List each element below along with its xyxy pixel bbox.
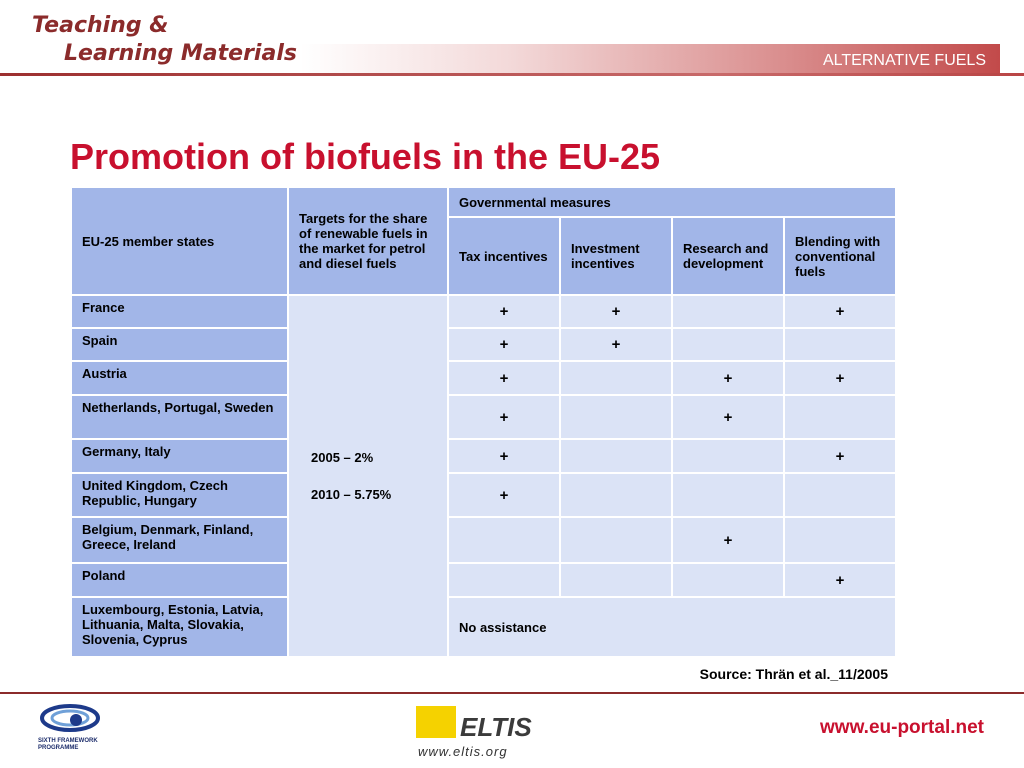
slide-title: Promotion of biofuels in the EU-25 (70, 136, 661, 177)
cell-blending: + (784, 295, 896, 328)
cell-tax (448, 563, 560, 597)
cell-investment: + (560, 295, 672, 328)
cell-blending (784, 328, 896, 361)
header-governmental-measures: Governmental measures (448, 187, 896, 217)
brand-logo-text (32, 12, 297, 68)
cell-investment (560, 439, 672, 473)
row-state: Germany, Italy (71, 439, 288, 473)
no-assistance-cell: No assistance (448, 597, 896, 657)
row-state: Spain (71, 328, 288, 361)
table-row (71, 517, 896, 563)
eltis-wordmark: ELTIS (460, 712, 532, 742)
cell-research (672, 295, 784, 328)
cell-blending (784, 395, 896, 439)
cell-investment (560, 473, 672, 517)
table-row (71, 473, 896, 517)
banner-label: ALTERNATIVE FUELS (823, 52, 986, 69)
brand-line-1: Teaching & (32, 13, 169, 38)
cell-blending: + (784, 361, 896, 395)
cell-blending (784, 517, 896, 563)
header-targets: Targets for the share of renewable fuels in the market for petrol and diesel fuels (288, 187, 448, 295)
biofuels-table (70, 186, 897, 658)
cell-research (672, 328, 784, 361)
cell-tax: + (448, 328, 560, 361)
cell-blending: + (784, 563, 896, 597)
cell-research: + (672, 395, 784, 439)
fp-line-1: SIXTH FRAMEWORK (38, 738, 98, 744)
targets-cell (288, 295, 448, 657)
target-2005: 2005 – 2% (311, 450, 374, 465)
cell-investment (560, 563, 672, 597)
table-row (71, 295, 896, 328)
cell-research (672, 473, 784, 517)
row-state: Luxembourg, Estonia, Latvia, Lithuania, Malta, Slovakia, Slovenia, Cyprus (71, 597, 288, 657)
header-research: Research and development (672, 217, 784, 295)
row-state: Austria (71, 361, 288, 395)
target-2010: 2010 – 5.75% (311, 487, 392, 502)
row-state: Poland (71, 563, 288, 597)
table-row (71, 395, 896, 439)
cell-tax: + (448, 361, 560, 395)
header-investment: Investment incentives (560, 217, 672, 295)
eltis-bus-icon (416, 706, 456, 738)
cell-investment (560, 395, 672, 439)
table-row (71, 597, 896, 657)
eltis-url: www.eltis.org (418, 744, 508, 759)
row-state: Belgium, Denmark, Finland, Greece, Ireland (71, 517, 288, 563)
fp-line-2: PROGRAMME (38, 745, 79, 751)
footer-divider (0, 692, 1024, 694)
cell-investment: + (560, 328, 672, 361)
cell-research (672, 563, 784, 597)
table-row (71, 328, 896, 361)
header-tax: Tax incentives (448, 217, 560, 295)
header-divider (0, 73, 1024, 76)
header-blending: Blending with conventional fuels (784, 217, 896, 295)
row-state: United Kingdom, Czech Republic, Hungary (71, 473, 288, 517)
row-state: Netherlands, Portugal, Sweden (71, 395, 288, 439)
cell-tax: + (448, 395, 560, 439)
cell-research: + (672, 517, 784, 563)
website-link[interactable]: www.eu-portal.net (820, 717, 984, 738)
cell-tax: + (448, 295, 560, 328)
brand-line-2: Learning Materials (64, 41, 297, 66)
cell-research (672, 439, 784, 473)
source-citation: Source: Thrän et al._11/2005 (699, 666, 888, 682)
cell-tax: + (448, 439, 560, 473)
cell-blending: + (784, 439, 896, 473)
cell-research: + (672, 361, 784, 395)
table-row (71, 361, 896, 395)
sixth-framework-text (38, 738, 98, 752)
cell-investment (560, 361, 672, 395)
cell-investment (560, 517, 672, 563)
table-row (71, 439, 896, 473)
cell-tax: + (448, 473, 560, 517)
cell-tax (448, 517, 560, 563)
table-row (71, 563, 896, 597)
row-state: France (71, 295, 288, 328)
cell-blending (784, 473, 896, 517)
header-states: EU-25 member states (71, 187, 288, 295)
